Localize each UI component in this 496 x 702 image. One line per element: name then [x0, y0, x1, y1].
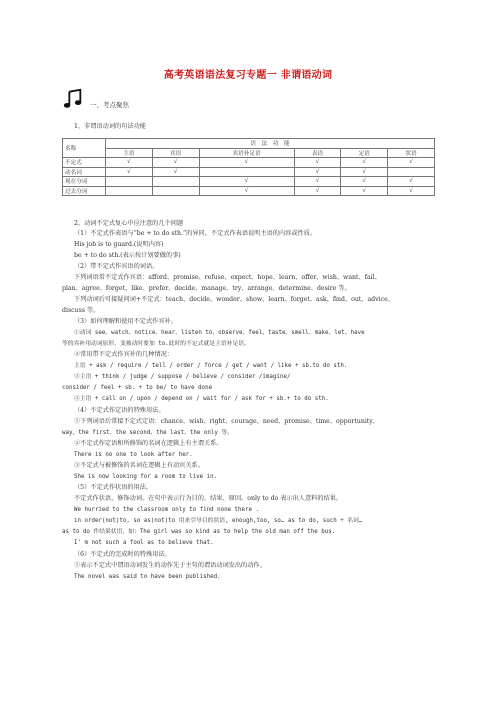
table-row-name: 动名词 [63, 167, 106, 177]
table-row-name: 过去分词 [63, 186, 106, 196]
table-cell: √ [152, 167, 199, 177]
table-cell: √ [341, 158, 388, 168]
table-cell [106, 186, 153, 196]
paragraph-line: （2）带不定式作宾语的词语。 [74, 263, 159, 270]
paragraph-line: （4）不定式作定语的特殊用法。 [74, 407, 165, 414]
paragraph-line: ①动词 see、watch、notice、hear、listen to、observe、feel、taste、smell、make、let、have [74, 330, 365, 336]
syntax-function-table [62, 138, 435, 196]
music-note-icon [62, 88, 84, 110]
table-cell: √ [152, 158, 199, 168]
table-cell: √ [341, 186, 388, 196]
table-col-header: 宾语 [152, 148, 199, 158]
example-line: ③主语 + think / judge / suppose / believe / consider /imagine/ [74, 374, 291, 380]
paragraph-line: as to do 作结果状语，如：The girl was so kind as to help the old man off the bus. [62, 529, 336, 535]
paragraph-line: 下列动词后可接疑问词+不定式：teach、decide、wonder、show、learn、forget、ask、find、out、advice、 [74, 296, 394, 303]
table-cell: √ [341, 167, 388, 177]
table-col-header: 定语 [341, 148, 388, 158]
table-cell: √ [199, 186, 294, 196]
subsection-heading: 1、非谓语动词的句法功能 [74, 123, 146, 130]
table-cell: √ [294, 186, 341, 196]
paragraph-line: 下列词语常不定式作宾语：afford、promise、refuse、expect、hope、learn、offer、wish、want、fail、 [74, 274, 381, 281]
paragraph-line: in order(not)to, so as(not)to 用来引导目的状语, enough,too, so… as to do, such + 名词… [74, 518, 363, 524]
paragraph-line: ①表示不定式中谓语动词发生的动作先于主句的谓语动词发出的动作。 [74, 562, 266, 569]
paragraph-line: 2、动词不定式复心中应注意的几个问题 [74, 220, 184, 227]
paragraph-line: （3）如何理解和使用不定式作宾补。 [74, 318, 177, 325]
table-cell: √ [199, 158, 294, 168]
example-line: His job is to guard.(说明内容) [74, 241, 164, 248]
paragraph-line: discuss 等。 [62, 307, 100, 314]
paragraph-line: （1）不定式作表语与“be + to do sth.”的异同。不定式作表语说明主语的内容或性质。 [74, 230, 317, 237]
table-cell: √ [294, 177, 341, 187]
table-cell: √ [199, 177, 294, 187]
table-col-header: 表语 [294, 148, 341, 158]
table-cell [106, 177, 153, 187]
paragraph-line: ②不定式作定语和所修饰的名词在逻辑上有主谓关系。 [74, 440, 223, 447]
table-col-header: 主语 [106, 148, 153, 158]
table-cell [199, 167, 294, 177]
paragraph-line: ①下列词语后常接不定式定语：chance、wish、right、courage、need、promise、time、opportunity、 [74, 418, 379, 425]
paragraph-line: ②常用带不定式作宾补的几种情况： [74, 351, 173, 358]
example-line: I' m not such a fool as to believe that. [74, 540, 214, 546]
table-cell: √ [388, 177, 435, 187]
table-name-header: 名称 [63, 139, 106, 158]
paragraph-line: （6）不定式的完成时的特殊用法。 [74, 551, 171, 558]
example-line: We hurried to the classroom only to find none there . [74, 507, 259, 513]
table-row [63, 186, 435, 196]
paragraph-line: 不定式作状语，修饰动词，在句中表示行为目的、结果、原因。only to do 表示出人意料的结果。 [74, 495, 343, 502]
example-line: consider / feel + sb. + to be/ to have done [62, 385, 213, 391]
section-heading: 一、考点聚焦 [90, 101, 129, 109]
example-line: There is no one to look after her. [74, 452, 193, 458]
example-line: 主语 + ask / require / tell / order / force / get / want / like + sb.to do sth. [74, 363, 348, 369]
table-cell: √ [294, 167, 341, 177]
table-cell [388, 167, 435, 177]
paragraph-line: plan、agree、forget、like、prefer、decide、manage、try、arrange、determine、desire 等。 [62, 285, 351, 292]
table-group-header: 语 法 功 能 [106, 139, 435, 149]
example-line: The novel was said to have been published. [74, 574, 221, 580]
table-cell: √ [106, 167, 153, 177]
table-cell: √ [388, 186, 435, 196]
table-cell [152, 186, 199, 196]
example-line: She is now looking for a room to live in. [74, 474, 218, 480]
example-line: ④主语 + call on / upon / depend on / wait for / ask for + sb.+ to do sth. [74, 396, 329, 402]
table-cell: √ [106, 158, 153, 168]
table-col-header: 状语 [388, 148, 435, 158]
table-cell: √ [341, 177, 388, 187]
table-cell: √ [294, 158, 341, 168]
paragraph-line: 等的宾补用动词原形，变被动时要加 to.此时的不定式就是主语补足语。 [62, 341, 250, 347]
paragraph-line: （5）不定式作状语的用法。 [74, 484, 153, 491]
table-row-name: 不定式 [63, 158, 106, 168]
paragraph-line: way、the first、the second、the last、the only 等。 [62, 430, 233, 436]
table-row [63, 177, 435, 187]
table-row [63, 158, 435, 168]
table-row [63, 167, 435, 177]
table-cell: √ [388, 158, 435, 168]
example-line: be + to do sth.(表示按计划要做的事) [74, 252, 181, 259]
table-col-header: 宾语补足语 [199, 148, 294, 158]
table-cell [152, 177, 199, 187]
table-row-name: 现在分词 [63, 177, 106, 187]
page-title: 高考英语语法复习专题一 非谓语动词 [163, 70, 333, 81]
paragraph-line: ③不定式与被修饰的名词在逻辑上有动宾关系。 [74, 462, 204, 469]
